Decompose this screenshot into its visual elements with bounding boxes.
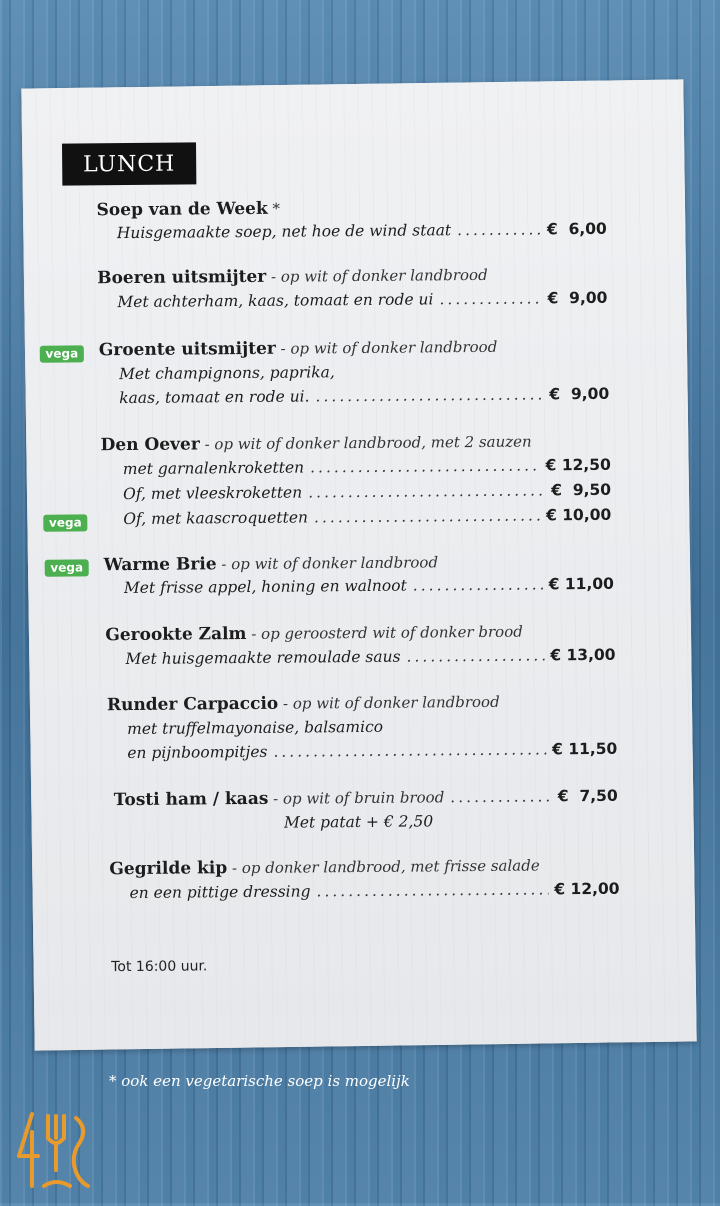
price: € 13,00 xyxy=(550,645,616,665)
price: € 12,50 xyxy=(545,455,611,475)
menu-item-line: Met huisgemaakte remoulade saus ..... € 13,00 xyxy=(125,646,615,668)
menu-item-line: met truffelmayonaise, balsamico xyxy=(127,717,384,739)
vega-badge: vega xyxy=(43,514,87,531)
menu-item-extra: Met patat + € 2,50 xyxy=(283,812,434,832)
menu-item-title: Warme Brie - op wit of donker landbrood xyxy=(103,553,439,576)
menu-item-line: Met frisse appel, honing en walnoot ..... € 11,00 xyxy=(124,575,614,597)
menu-item-line: Of, met kaascroquetten ..... € 10,00 xyxy=(123,506,611,528)
menu-item-title: Den Oever - op wit of donker landbrood, met 2 sauzen xyxy=(100,432,532,456)
menu-item-title: Gegrilde kip - op donker landbrood, met frisse salade xyxy=(109,856,540,880)
menu-item-line: Met achterham, kaas, tomaat en rode ui ..... € 9,00 xyxy=(117,289,607,311)
menu-item-line: kaas, tomaat en rode ui. ..... € 9,00 xyxy=(119,385,609,407)
menu-item-line: met garnalenkroketten ..... € 12,50 xyxy=(123,456,611,478)
menu-item-line: Met champignons, paprika, xyxy=(118,363,335,384)
vega-badge: vega xyxy=(45,559,89,576)
vega-badge: vega xyxy=(40,345,84,362)
menu-item-line: Of, met vleeskroketten ..... € 9,50 xyxy=(123,481,611,503)
price: € 7,50 xyxy=(557,786,618,806)
menu-item-line: en een pittige dressing ..... € 12,00 xyxy=(129,880,619,902)
menu-item-title: Tosti ham / kaas - op wit of bruin brood ..... € 7,50 xyxy=(114,786,618,810)
menu-item-title: Groente uitsmijter - op wit of donker landbrood xyxy=(98,337,498,361)
price: € 6,00 xyxy=(546,219,607,239)
price: € 11,00 xyxy=(548,574,614,594)
menu-item-title: Boeren uitsmijter - op wit of donker landbrood xyxy=(97,265,488,289)
menu-item-title: Gerookte Zalm - op geroosterd wit of donker brood xyxy=(105,622,523,646)
price: € 11,50 xyxy=(552,739,618,759)
menu-item-title: Soep van de Week * xyxy=(96,198,281,221)
fork-knife-logo-icon xyxy=(14,1108,92,1192)
menu-item-line: Huisgemaakte soep, net hoe de wind staat ..... € 6,00 xyxy=(117,220,607,242)
price: € 9,50 xyxy=(551,480,612,500)
price: € 9,00 xyxy=(549,384,610,404)
opening-hours-note: Tot 16:00 uur. xyxy=(111,958,208,976)
section-title: LUNCH xyxy=(62,142,196,185)
price: € 9,00 xyxy=(547,288,608,308)
price: € 12,00 xyxy=(554,879,620,899)
vegetarian-soup-note: * ook een vegetarische soep is mogelijk xyxy=(109,1072,410,1090)
menu-item-title: Runder Carpaccio - op wit of donker landbrood xyxy=(106,692,500,716)
menu-item-line: en pijnboompitjes ..... € 11,50 xyxy=(127,740,617,762)
price: € 10,00 xyxy=(545,505,612,525)
